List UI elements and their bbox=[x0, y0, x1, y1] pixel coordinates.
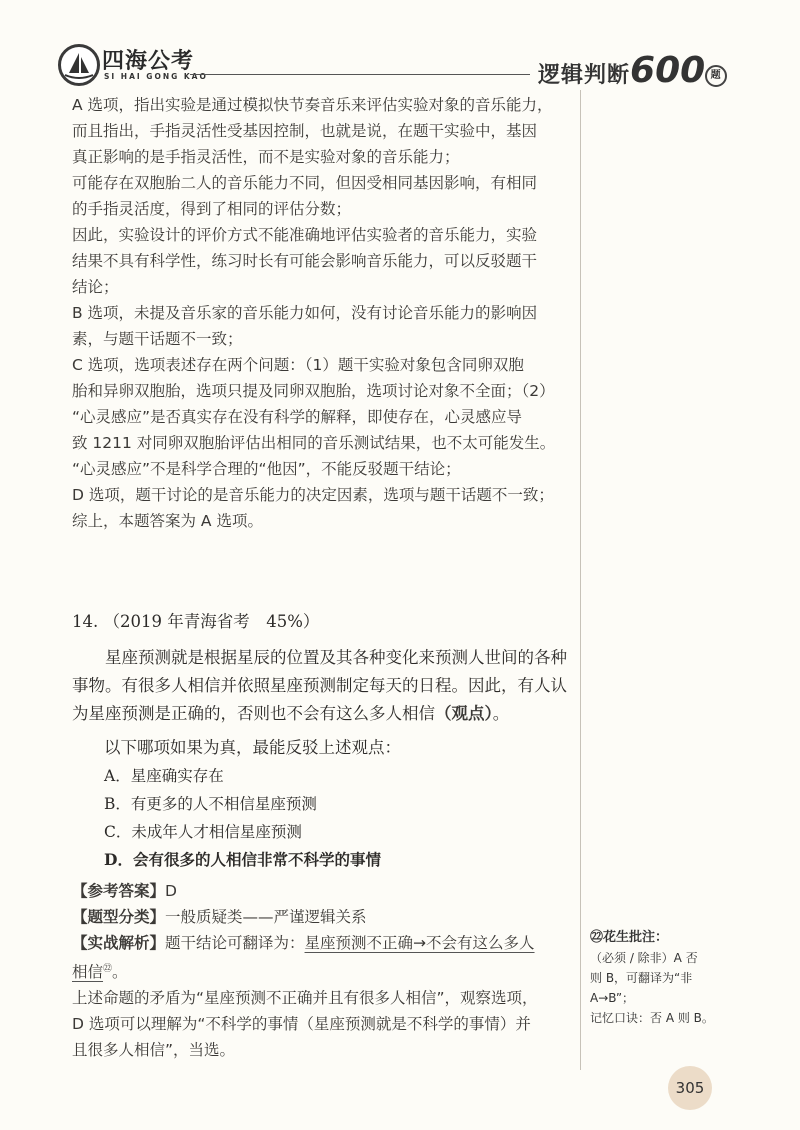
analysis-label: 【实战解析】 bbox=[72, 934, 166, 952]
analysis-row-2 bbox=[72, 956, 577, 985]
option-b: B．有更多的人不相信星座预测 bbox=[104, 795, 317, 813]
question-header bbox=[72, 608, 577, 636]
side-note-title: ㉒花生批注： bbox=[590, 930, 669, 945]
stem-line: 为星座预测是正确的，否则也不会有这么多人相信 bbox=[72, 704, 435, 723]
analysis-line: 致 1211 对同卵双胞胎评估出相同的音乐测试结果，也不太可能发生。 bbox=[72, 434, 556, 452]
question-stem bbox=[72, 644, 577, 728]
stem-line: 事物。有很多人相信并依照星座预测制定每天的日程。因此，有人认 bbox=[72, 676, 567, 695]
analysis-line: “心灵感应”是否真实存在没有科学的解释，即使存在，心灵感应导 bbox=[72, 408, 523, 426]
analysis-line: “心灵感应”不是科学合理的“他因”，不能反驳题干结论； bbox=[72, 460, 461, 478]
side-note bbox=[590, 928, 740, 1028]
analysis-line: D 选项可以理解为“不科学的事情（星座预测就是不科学的事情）并 bbox=[72, 1015, 531, 1034]
question-source: （2019 年青海省考 45%） bbox=[103, 612, 320, 631]
answer-block bbox=[72, 878, 577, 1063]
side-note-line: 记忆口诀：否 A 则 B。 bbox=[590, 1011, 714, 1025]
margin-divider bbox=[580, 90, 581, 1070]
side-note-line: 则 B，可翻译为“非 bbox=[590, 971, 693, 985]
side-note-line: A→B”； bbox=[590, 991, 635, 1005]
book-title-prefix: 逻辑判断 bbox=[538, 63, 631, 88]
answer-row bbox=[72, 878, 577, 904]
answer-label: 【参考答案】 bbox=[72, 882, 166, 900]
type-row bbox=[72, 904, 577, 930]
previous-analysis bbox=[72, 92, 572, 534]
analysis-line: 因此，实验设计的评价方式不能准确地评估实验者的音乐能力，实验 bbox=[72, 226, 538, 244]
stem-end: 。 bbox=[492, 704, 510, 723]
analysis-line: C 选项，选项表述存在两个问题：（1）题干实验对象包含同卵双胞 bbox=[72, 356, 524, 374]
stem-line: 星座预测就是根据星辰的位置及其各种变化来预测人世间的各种 bbox=[105, 648, 567, 667]
option-d: D．会有很多的人相信非常不科学的事情 bbox=[104, 850, 381, 869]
analysis-row bbox=[72, 930, 577, 956]
logo-text-cn: 四海公考 bbox=[102, 49, 195, 74]
book-title-number: 600 bbox=[630, 50, 706, 91]
answer-value: D bbox=[165, 882, 177, 900]
analysis-formula-2: 相信 bbox=[72, 963, 104, 982]
analysis-line: 真正影响的是手指灵活性，而不是实验对象的音乐能力； bbox=[72, 148, 460, 166]
option-list bbox=[104, 762, 609, 874]
analysis-line: 结论； bbox=[72, 278, 119, 296]
stem-annotation: （观点） bbox=[435, 704, 493, 723]
analysis-line: 胎和异卵双胞胎，选项只提及同卵双胞胎，选项讨论对象不全面；（2） bbox=[72, 382, 555, 400]
analysis-line: B 选项，未提及音乐家的音乐能力如何，没有讨论音乐能力的影响因 bbox=[72, 304, 538, 322]
sail-logo-icon bbox=[58, 44, 100, 86]
analysis-line: 且很多人相信”，当选。 bbox=[72, 1041, 236, 1060]
analysis-line: 素，与题干话题不一致； bbox=[72, 330, 243, 348]
analysis-line: D 选项，题干讨论的是音乐能力的决定因素，选项与题干话题不一致； bbox=[72, 486, 554, 504]
footnote-marker: ㉒ bbox=[103, 964, 113, 974]
analysis-line: 综上，本题答案为 A 选项。 bbox=[72, 512, 263, 530]
option-c: C．未成年人才相信星座预测 bbox=[104, 823, 302, 841]
logo-text-en: SI HAI GONG KAO bbox=[104, 72, 208, 81]
analysis-line: 结果不具有科学性，练习时长有可能会影响音乐能力，可以反驳题干 bbox=[72, 252, 538, 270]
analysis-line: A 选项，指出实验是通过模拟快节奏音乐来评估实验对象的音乐能力， bbox=[72, 96, 553, 114]
book-title-suffix: 题 bbox=[705, 65, 727, 87]
analysis-line: 可能存在双胞胎二人的音乐能力不同，但因受相同基因影响，有相同 bbox=[72, 174, 538, 192]
publisher-logo bbox=[58, 44, 208, 90]
question-number: 14. bbox=[72, 612, 99, 631]
analysis-line: 的手指灵活度，得到了相同的评估分数； bbox=[72, 200, 352, 218]
side-note-line: （必须 / 除非）A 否 bbox=[590, 951, 698, 965]
analysis-intro: 题干结论可翻译为： bbox=[165, 934, 305, 952]
analysis-line: 上述命题的矛盾为“星座预测不正确并且有很多人相信”，观察选项， bbox=[72, 989, 538, 1008]
analysis-formula-end: 。 bbox=[112, 963, 128, 982]
option-a: A．星座确实存在 bbox=[104, 767, 224, 785]
type-value: 一般质疑类——严谨逻辑关系 bbox=[165, 908, 367, 926]
analysis-formula: 星座预测不正确→不会有这么多人 bbox=[304, 934, 535, 952]
question-prompt: 以下哪项如果为真，最能反驳上述观点： bbox=[104, 738, 401, 757]
header-rule bbox=[190, 74, 530, 75]
book-title bbox=[538, 50, 727, 91]
analysis-line: 而且指出，手指灵活性受基因控制，也就是说，在题干实验中，基因 bbox=[72, 122, 538, 140]
type-label: 【题型分类】 bbox=[72, 908, 166, 926]
page-number: 305 bbox=[668, 1066, 712, 1110]
